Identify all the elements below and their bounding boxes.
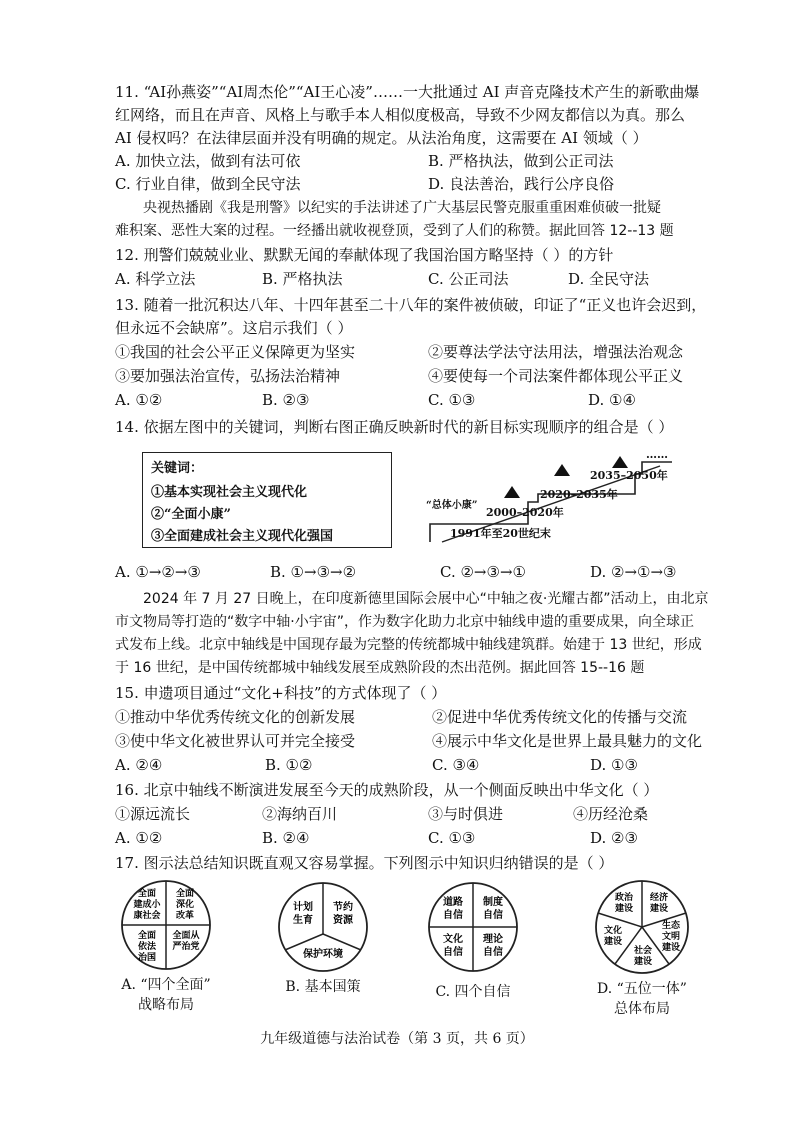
pieB-s3: 保护环境 (303, 949, 343, 960)
q13-statement-4: ④要使每一个司法案件都体现公平正义 (428, 367, 684, 385)
q13-statement-2: ②要尊法学法守法用法，增强法治观念 (428, 343, 684, 361)
pieA-caption-2: 战略布局 (138, 997, 194, 1013)
passage1-line2: 难积案、恶性大案的过程。一经播出就收视登顶，受到了人们的称赞。据此回答 12--13 题 (115, 223, 674, 239)
pie-four-confidences (426, 880, 520, 974)
q13-stem-line2: 但永远不会缺席”。这启示我们（ ） (115, 319, 353, 337)
pieD-s5-l2: 建设 (603, 937, 623, 947)
stair-label-2000: 2000–2020年 (486, 506, 564, 519)
keyword-2: ②“全面小康” (151, 507, 231, 522)
triangle-marker-1 (504, 486, 520, 498)
pieC-q4-l2: 自信 (483, 947, 503, 958)
keyword-1: ①基本实现社会主义现代化 (151, 485, 308, 500)
q15-statement-2: ②促进中华优秀传统文化的传播与交流 (432, 708, 688, 726)
q11-option-b: B. 严格执法，做到公正司法 (428, 152, 614, 170)
pieD-s3-l2: 文明 (661, 932, 681, 942)
page-footer: 九年级道德与法治试卷（第 3 页，共 6 页） (260, 1031, 534, 1047)
q11-option-a: A. 加快立法，做到有法可依 (115, 152, 301, 170)
pieD-s1-l1: 政治 (614, 893, 634, 903)
q15-statement-3: ③使中华文化被世界认可并完全接受 (115, 732, 356, 750)
staircase-diagram (420, 448, 680, 548)
pieA-q4-l2: 严治党 (172, 942, 200, 952)
pieD-s2-l1: 经济 (649, 893, 669, 903)
q13-statement-1: ①我国的社会公平正义保障更为坚实 (115, 343, 356, 361)
pieA-q1-l2: 建成小 (133, 900, 161, 910)
q11-option-c: C. 行业自律，做到全民守法 (115, 175, 301, 193)
keywords-title: 关键词： (151, 461, 204, 476)
q16-statement-1: ①源远流长 (115, 805, 191, 823)
pieC-q3-l2: 自信 (443, 947, 463, 958)
q11-stem-line1: 11. “AI孙燕姿”“AI周杰伦”“AI王心凌”……一大批通过 AI 声音克隆技术产生的新歌曲爆 (115, 83, 700, 101)
stair-label-2035: 2035–2050年 (590, 469, 668, 482)
q16-statement-3: ③与时俱进 (428, 805, 504, 823)
pieD-s4-l1: 社会 (633, 946, 653, 956)
pieA-q2-l3: 改革 (175, 911, 195, 921)
q11-stem-line2: 红网络，而且在声音、风格上与歌手本人相似度极高，导致不少网友都信以为真。那么 (115, 106, 686, 124)
q15-stem: 15. 申遗项目通过“文化+科技”的方式体现了（ ） (115, 684, 447, 702)
pieD-s3-l3: 建设 (661, 943, 681, 953)
pie-basic-state-policies (276, 880, 370, 974)
pieC-q4-l1: 理论 (483, 934, 503, 945)
pieD-s1-l2: 建设 (614, 904, 634, 914)
q12-option-a: A. 科学立法 (115, 270, 196, 288)
q13-statement-3: ③要加强法治宣传，弘扬法治精神 (115, 367, 341, 385)
pieD-s5-l1: 文化 (603, 926, 623, 936)
passage2-line4: 于 16 世纪，是中国传统都城中轴线发展至成熟阶段的杰出范例。据此回答 15--16 题 (115, 660, 645, 676)
pieC-q2-l1: 制度 (483, 897, 503, 908)
pieC-q1-l2: 自信 (443, 910, 463, 921)
q17-stem: 17. 图示法总结知识既直观又容易掌握。下列图示中知识归纳错误的是（ ） (115, 854, 614, 872)
q14-option-a: A. ①→②→③ (115, 563, 201, 581)
keyword-3: ③全面建成社会主义现代化强国 (151, 529, 334, 544)
pieB-s1-l2: 生育 (293, 915, 313, 926)
passage2-line2: 市文物局等打造的“数字中轴·小宇宙”，作为数字化助力北京中轴线申遗的重要成果，向全球正 (115, 614, 694, 630)
q14-option-b: B. ①→③→② (270, 563, 357, 581)
q13-option-c: C. ①③ (428, 391, 476, 409)
pieD-s4-l2: 建设 (633, 957, 653, 967)
pieD-s2-l2: 建设 (649, 904, 669, 914)
q13-stem-line1: 13. 随着一批沉积达八年、十四年甚至二十八年的案件被侦破，印证了“正义也许会迟到， (115, 296, 707, 314)
pieB-s2-l1: 节约 (333, 902, 353, 913)
stair-quote-zongti-xiaokang: “总体小康” (426, 500, 478, 511)
pieA-q4-l1: 全面从 (172, 931, 200, 941)
keywords-box (142, 452, 392, 548)
q13-option-d: D. ①④ (588, 391, 636, 409)
pie-five-in-one (593, 878, 691, 976)
pieC-q1-l1: 道路 (443, 897, 463, 908)
triangle-marker-2 (554, 464, 570, 476)
pieB-s2-l2: 资源 (333, 915, 353, 926)
passage2-line3: 式发布上线。北京中轴线是中国现存最为完整的传统都城中轴线建筑群。始建于 13 世纪，形成 (115, 637, 702, 653)
q16-statement-2: ②海纳百川 (262, 805, 338, 823)
pieA-q2-l2: 深化 (175, 900, 195, 910)
pieA-q2-l1: 全面 (175, 889, 195, 899)
q11-option-d: D. 良法善治，践行公序良俗 (428, 175, 615, 193)
pieA-q3-l3: 治国 (137, 953, 157, 963)
pieA-caption-1: A. “四个全面” (121, 977, 211, 993)
stair-label-1991: 1991年至20世纪末 (450, 527, 551, 540)
q12-option-d: D. 全民守法 (568, 270, 650, 288)
q15-option-a: A. ②④ (115, 756, 163, 774)
pieC-q2-l2: 自信 (483, 910, 503, 921)
pieC-q3-l1: 文化 (443, 934, 463, 945)
pieA-q3-l2: 依法 (137, 942, 157, 952)
q12-stem: 12. 刑警们兢兢业业、默默无闻的奉献体现了我国治国方略坚持（ ）的方针 (115, 246, 614, 264)
pieC-caption: C. 四个自信 (435, 984, 511, 1000)
pieA-q1-l3: 康社会 (133, 911, 161, 921)
pieA-q1-l1: 全面 (137, 889, 157, 899)
q15-option-b: B. ①② (265, 756, 313, 774)
q15-option-c: C. ③④ (432, 756, 480, 774)
pieD-s3-l1: 生态 (661, 921, 681, 931)
q12-option-c: C. 公正司法 (428, 270, 509, 288)
pieD-caption-1: D. “五位一体” (597, 981, 687, 997)
pieD-caption-2: 总体布局 (614, 1001, 670, 1017)
pieB-s1-l1: 计划 (293, 902, 313, 913)
q16-option-b: B. ②④ (262, 829, 310, 847)
q16-stem: 16. 北京中轴线不断演进发展至今天的成熟阶段，从一个侧面反映出中华文化（ ） (115, 781, 659, 799)
passage1-line1: 央视热播剧《我是刑警》以纪实的手法讲述了广大基层民警克服重重困难侦破一批疑 (143, 200, 661, 216)
q13-option-b: B. ②③ (262, 391, 310, 409)
q16-option-a: A. ①② (115, 829, 163, 847)
pie-four-comprehensives (119, 878, 213, 972)
q14-stem: 14. 依据左图中的关键词，判断右图正确反映新时代的新目标实现顺序的组合是（ ） (115, 418, 674, 436)
pieB-caption: B. 基本国策 (285, 979, 361, 995)
q16-option-d: D. ②③ (590, 829, 638, 847)
pieA-q3-l1: 全面 (137, 931, 157, 941)
stair-label-2020: 2020–2035年 (540, 488, 618, 501)
q16-option-c: C. ①③ (428, 829, 476, 847)
q13-option-a: A. ①② (115, 391, 163, 409)
stair-dots: …… (646, 448, 668, 461)
q15-option-d: D. ①③ (590, 756, 638, 774)
q14-option-d: D. ②→①→③ (590, 563, 677, 581)
q15-statement-1: ①推动中华优秀传统文化的创新发展 (115, 708, 356, 726)
q14-option-c: C. ②→③→① (440, 563, 526, 581)
q16-statement-4: ④历经沧桑 (573, 805, 649, 823)
q12-option-b: B. 严格执法 (262, 270, 343, 288)
passage2-line1: 2024 年 7 月 27 日晚上，在印度新德里国际会展中心“中轴之夜·光耀古都”活动上，由北京 (143, 591, 709, 607)
q11-stem-line3: AI 侵权吗？在法律层面并没有明确的规定。从法治角度，这需要在 AI 领域（ ） (115, 129, 648, 147)
q15-statement-4: ④展示中华文化是世界上最具魅力的文化 (432, 732, 703, 750)
